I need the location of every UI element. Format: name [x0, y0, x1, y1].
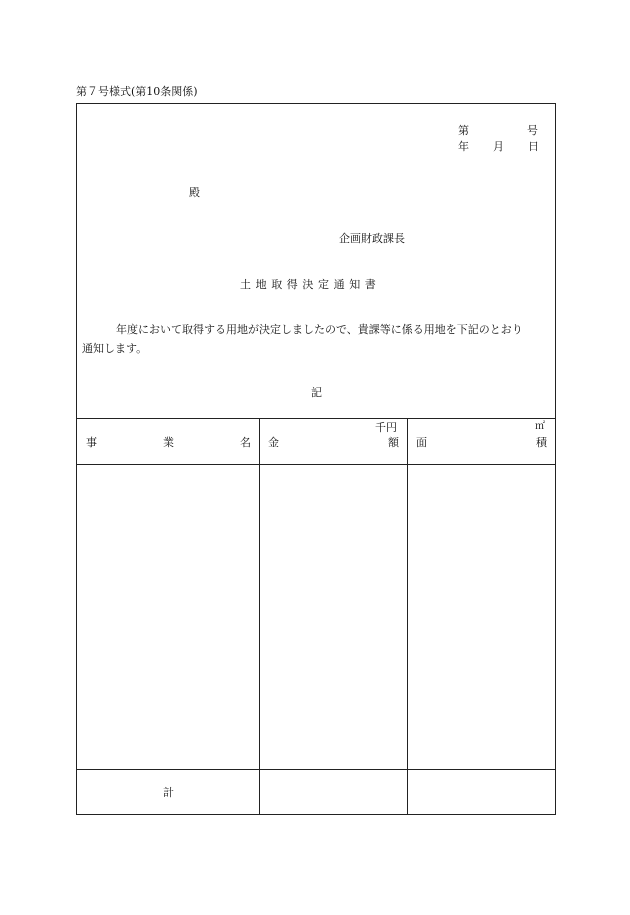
header-project-name [86, 437, 251, 448]
header-area [416, 437, 547, 448]
body-line-2: 通知します。 [82, 342, 148, 355]
date-day: 日 [528, 140, 539, 153]
table-header-line [76, 464, 556, 465]
table-top-line [76, 418, 556, 419]
body-line-1: 年度において取得する用地が決定しましたので、貴課等に係る用地を下記のとおり [116, 323, 523, 336]
header-amount [268, 437, 399, 448]
document-title: 土地取得決定通知書 [240, 278, 381, 291]
header-project-char-1: 事 [86, 436, 97, 449]
ki-mark: 記 [311, 386, 322, 399]
date-month: 月 [493, 140, 504, 153]
area-unit: ㎡ [535, 421, 545, 432]
header-area-char-2: 積 [536, 436, 547, 449]
header-amount-char-1: 金 [268, 436, 279, 449]
form-label: 第７号様式(第10条関係) [76, 85, 198, 98]
addressee-suffix: 殿 [189, 186, 200, 199]
header-project-char-3: 名 [240, 436, 251, 449]
header-amount-char-2: 額 [388, 436, 399, 449]
amount-unit: 千円 [375, 421, 397, 434]
total-label: 計 [163, 786, 174, 799]
table-total-line [76, 769, 556, 770]
header-area-char-1: 面 [416, 436, 427, 449]
column-divider-2 [407, 418, 408, 815]
date-year: 年 [458, 140, 469, 153]
form-frame [76, 103, 556, 815]
number-suffix: 号 [527, 124, 538, 137]
header-project-char-2: 業 [163, 436, 174, 449]
number-prefix: 第 [458, 124, 469, 137]
column-divider-1 [259, 418, 260, 815]
sender: 企画財政課長 [339, 232, 405, 245]
